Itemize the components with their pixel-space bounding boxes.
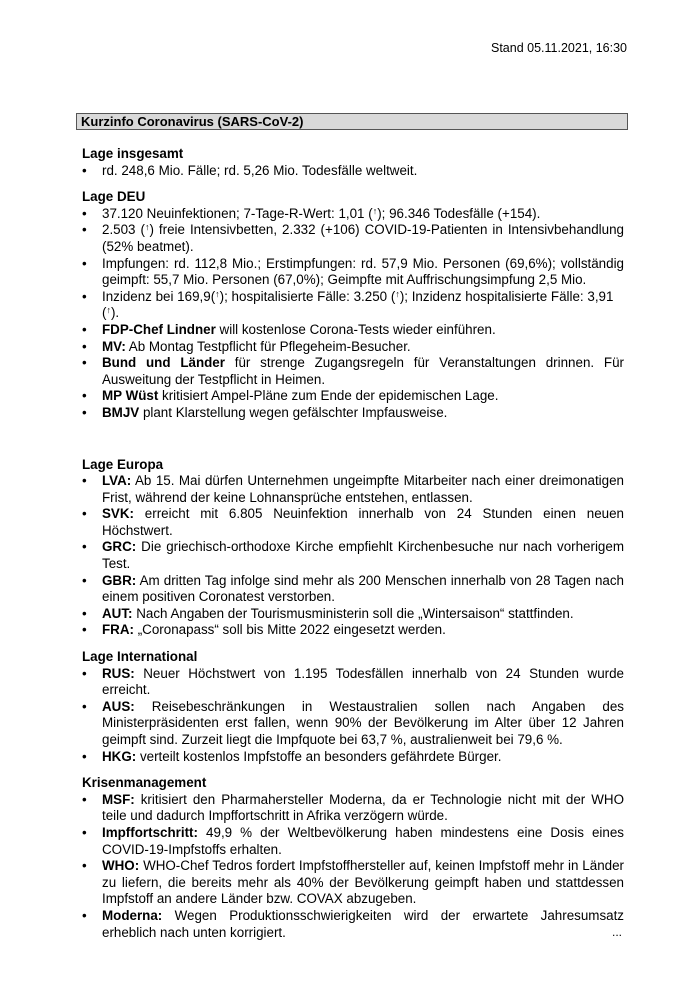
section-krisenmanagement [82,775,624,941]
arrow-up-icon: ↑ [372,205,378,216]
list-item: • 37.120 Neuinfektionen; 7-Tage-R-Wert: 1,01 (↑); 96.346 Todesfälle (+154). [82,206,624,223]
arrow-up-icon: ↑ [215,288,220,299]
list-item: • GBR: Am dritten Tag infolge sind mehr als 200 Menschen innerhalb von 28 Tagen nach einem positiven Coronatest verstorben. [82,573,624,606]
document-date: Stand 05.11.2021, 16:30 [491,41,627,55]
list-item: • FDP-Chef Lindner will kostenlose Corona-Tests wieder einführen. [82,322,624,339]
document-body [82,146,624,941]
list-item: • LVA: Ab 15. Mai dürfen Unternehmen ungeimpfte Mitarbeiter nach einer dreimonatigen Frist, während der keine Lohnansprüche entstehen, entlassen. [82,473,624,506]
bullet-list [82,792,624,941]
list-item: • MV: Ab Montag Testpflicht für Pflegeheim-Besucher. [82,339,624,356]
section-heading: Krisenmanagement [82,775,207,791]
section-lage-deu [82,189,624,421]
arrow-up-icon: ↑ [106,305,111,316]
section-lage-insgesamt [82,146,624,179]
list-item: • AUT: Nach Angaben der Tourismusministerin soll die „Wintersaison“ stattfinden. [82,606,624,623]
list-item: • AUS: Reisebeschränkungen in Westaustralien sollen nach Angaben des Ministerpräsidenten erst fallen, wenn 90% der Bevölkerung im Alter über 12 Jahren geimpft sind. Zurzeit liegt die Impfquote bei 63,7 %, australienweit bei 79,6 %. [82,699,624,749]
list-item: • GRC: Die griechisch-orthodoxe Kirche empfiehlt Kirchenbesuche nur nach vorherigem Test. [82,539,624,572]
bullet-list [82,163,624,180]
section-heading: Lage insgesamt [82,146,184,161]
bullet-list [82,206,624,422]
list-item: • MSF: kritisiert den Pharmahersteller Moderna, da er Technologie nicht mit der WHO teile und dadurch Impffortschritt in Afrika verzögern würde. [82,792,624,825]
list-item: • Moderna: Wegen Produktionsschwierigkeiten wird der erwartete Jahresumsatz erheblich nach unten korrigiert. [82,908,624,941]
list-item: • WHO: WHO-Chef Tedros fordert Impfstoffhersteller auf, keinen Impfstoff mehr in Länder zu liefern, die bereits mehr als 40% der Bevölkerung geimpft haben und stattdessen Impfstoff an andere Länder bzw. COVAX abzugeben. [82,858,624,908]
list-item: • Impfungen: rd. 112,8 Mio.; Erstimpfungen: rd. 57,9 Mio. Personen (69,6%); vollständig geimpft: 55,7 Mio. Personen (67,0%); Geimpfte mit Auffrischungsimpfung 2,5 Mio. [82,256,624,289]
list-item: • BMJV plant Klarstellung wegen gefälschter Impfausweise. [82,405,624,422]
arrow-up-icon: ↑ [144,222,150,233]
arrow-up-icon: ↑ [395,288,400,299]
bullet-list [82,473,624,639]
section-lage-international [82,649,624,765]
list-item: • Bund und Länder für strenge Zugangsregeln für Veranstaltungen drinnen. Für Ausweitung der Testpflicht in Heimen. [82,355,624,388]
section-heading: Lage DEU [82,189,146,205]
continuation-ellipsis: ... [612,925,623,939]
section-lage-europa [82,457,624,640]
document-title-banner [76,113,628,130]
document-title: Kurzinfo Coronavirus (SARS-CoV-2) [81,114,304,129]
section-heading: Lage International [82,649,198,665]
bullet-list [82,666,624,766]
section-heading: Lage Europa [82,456,164,472]
list-item: • FRA: „Coronapass“ soll bis Mitte 2022 eingesetzt werden. [82,622,624,639]
list-item: • SVK: erreicht mit 6.805 Neuinfektion innerhalb von 24 Stunden einen neuen Höchstwert. [82,506,624,539]
list-item: • Inzidenz bei 169,9(↑); hospitalisierte Fälle: 3.250 (↑); Inzidenz hospitalisierte Fälle: 3,91 (↑). [82,289,624,322]
list-item: • rd. 248,6 Mio. Fälle; rd. 5,26 Mio. Todesfälle weltweit. [82,163,624,180]
list-item: • HKG: verteilt kostenlos Impfstoffe an besonders gefährdete Bürger. [82,749,624,766]
list-item: • 2.503 (↑) freie Intensivbetten, 2.332 (+106) COVID-19-Patienten in Intensivbehandlung (52% beatmet). [82,222,624,255]
list-item: • Impffortschritt: 49,9 % der Weltbevölkerung haben mindestens eine Dosis eines COVID-19-Impfstoffs erhalten. [82,825,624,858]
list-item: • MP Wüst kritisiert Ampel-Pläne zum Ende der epidemischen Lage. [82,388,624,405]
list-item: • RUS: Neuer Höchstwert von 1.195 Todesfällen innerhalb von 24 Stunden wurde erreicht. [82,666,624,699]
